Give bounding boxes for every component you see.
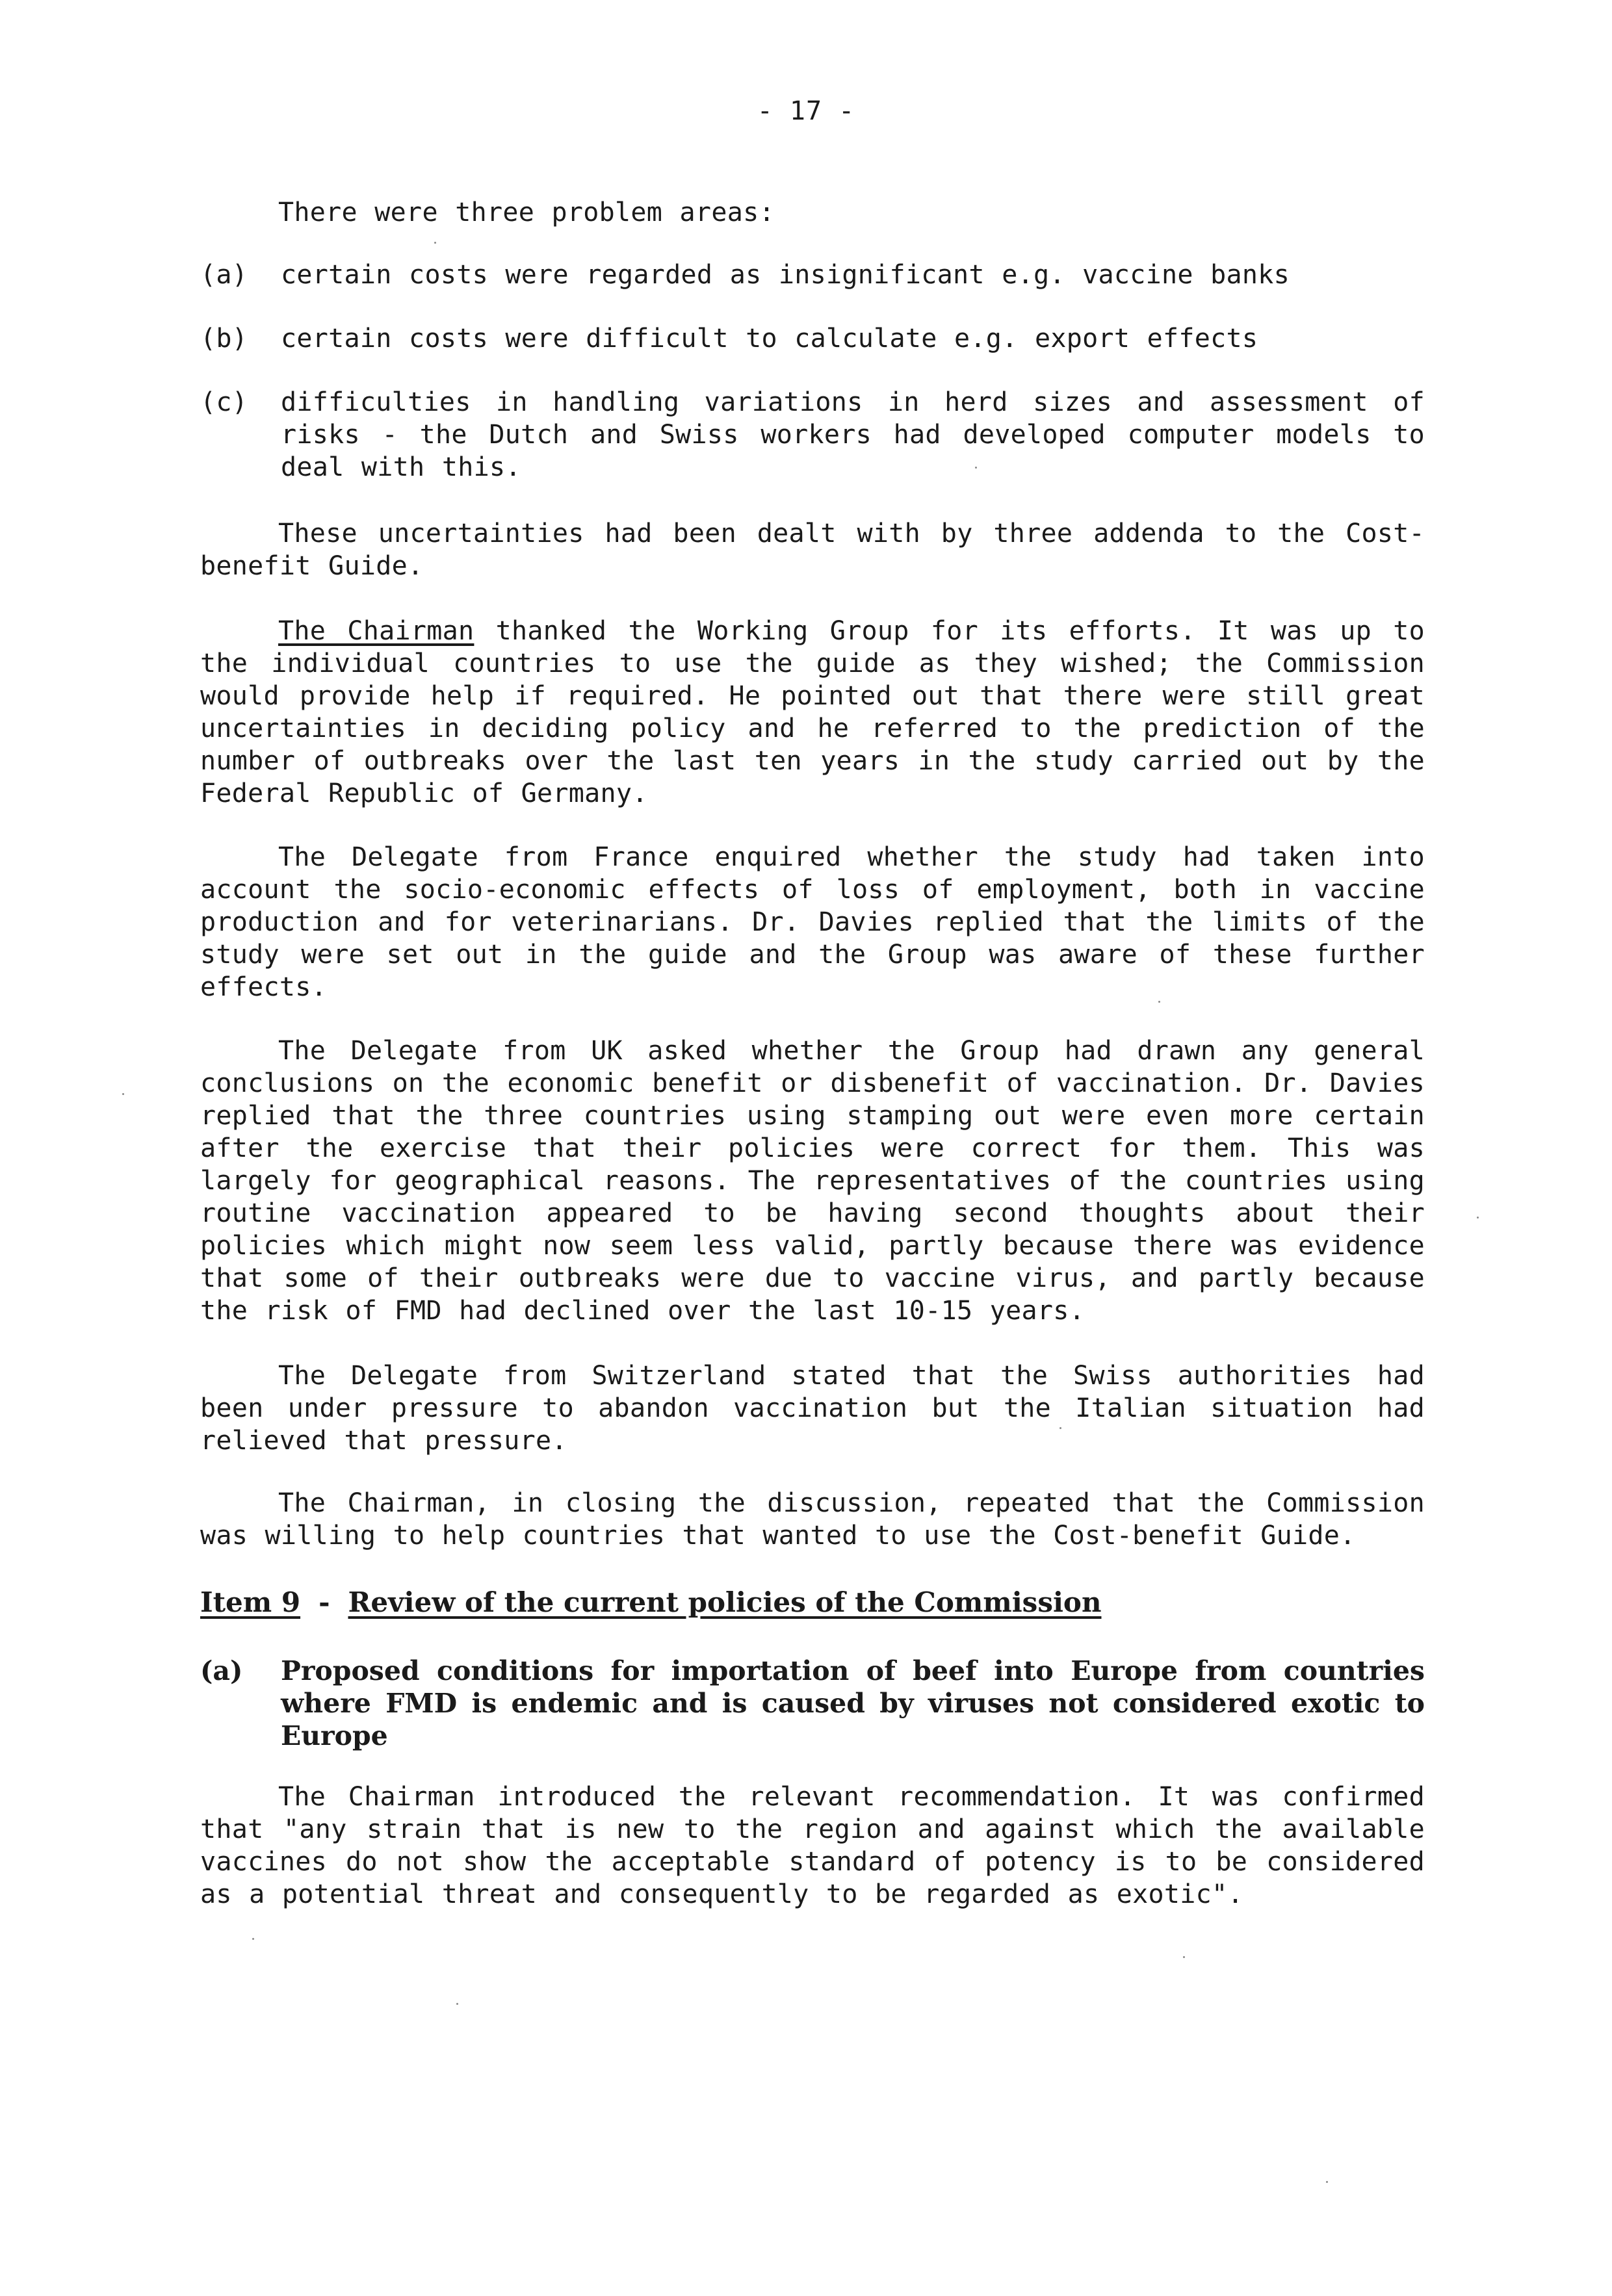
item-9-label: Item 9 xyxy=(200,1586,301,1618)
item-9-heading xyxy=(200,1586,1425,1619)
paragraph-france: The Delegate from France enquired whether the study had taken into account the socio-economic effects of loss of employment, both in vaccine production and for veterinarians. Dr. Davies replied that the limits of the study were set out in the guide and the Group was aware of these further effects. xyxy=(200,842,1425,1002)
list-item-text: difficulties in handling variations in herd sizes and assessment of risks - the Dutch and Swiss workers had developed computer models to deal with this. xyxy=(281,387,1425,482)
list-item-text: certain costs were difficult to calculate e.g. export effects xyxy=(281,324,1258,354)
scan-speck xyxy=(1183,1956,1185,1958)
item-9-dash: - xyxy=(318,1586,330,1618)
scan-speck xyxy=(1477,1217,1479,1219)
scan-speck xyxy=(1326,2181,1328,2183)
speaker-chairman: The Chairman xyxy=(278,616,474,646)
problem-area-c xyxy=(200,386,1425,484)
page-number: - 17 - xyxy=(757,96,855,126)
scan-speck xyxy=(434,242,436,244)
problem-areas-intro: There were three problem areas: xyxy=(278,198,775,227)
problem-area-b xyxy=(200,322,1425,355)
scan-speck xyxy=(1158,1001,1160,1003)
subitem-text: Proposed conditions for importation of beef into Europe from countries where FMD is endemic and is caused by viruses not considered exotic to Europe xyxy=(281,1655,1425,1751)
list-item-text: certain costs were regarded as insignificant e.g. vaccine banks xyxy=(281,260,1290,290)
list-marker: (c) xyxy=(200,387,248,417)
paragraph-uncertainties: These uncertainties had been dealt with by three addenda to the Cost-benefit Guide. xyxy=(200,519,1425,581)
subitem-marker: (a) xyxy=(200,1655,243,1686)
paragraph-uk: The Delegate from UK asked whether the Group had drawn any general conclusions on the economic benefit or disbenefit of vaccination. Dr. Davies replied that the three countries using stamping out were even more certain after the exercise that their policies were correct for them. This was largely for geographical reasons. The representatives of the countries using routine vaccination appeared to be having second thoughts about their policies which might now seem less valid, partly because there was evidence that some of their outbreaks were due to vaccine virus, and partly because the risk of FMD had declined over the last 10-15 years. xyxy=(200,1036,1425,1326)
scan-speck xyxy=(122,1093,124,1095)
list-marker: (a) xyxy=(200,260,248,290)
item-9-title: Review of the current policies of the Commission xyxy=(348,1586,1102,1618)
problem-area-a xyxy=(200,259,1425,291)
scan-speck xyxy=(1060,1427,1061,1429)
list-marker: (b) xyxy=(200,324,248,354)
scan-speck xyxy=(975,467,977,469)
paragraph-closing: The Chairman, in closing the discussion, repeated that the Commission was willing to help countries that wanted to use the Cost-benefit Guide. xyxy=(200,1488,1425,1551)
scan-speck xyxy=(456,2003,458,2005)
paragraph-switzerland: The Delegate from Switzerland stated that the Swiss authorities had been under pressure to abandon vaccination but the Italian situation had relieved that pressure. xyxy=(200,1361,1425,1456)
paragraph-recommendation: The Chairman introduced the relevant recommendation. It was confirmed that "any strain that is new to the region and against which the available vaccines do not show the acceptable standard of potency is to be considered as a potential threat and consequently to be regarded as exotic". xyxy=(200,1782,1425,1909)
scan-speck xyxy=(252,1938,254,1940)
subitem-a-heading xyxy=(200,1655,1425,1752)
paragraph-chairman: The Chairman thanked the Working Group for its efforts. It was up to the individual countries to use the guide as they wished; the Commission would provide help if required. He pointed out that there were still great uncertainties in deciding policy and he referred to the prediction of the number of outbreaks over the last ten years in the study carried out by the Federal Republic of Germany. xyxy=(200,616,1425,808)
